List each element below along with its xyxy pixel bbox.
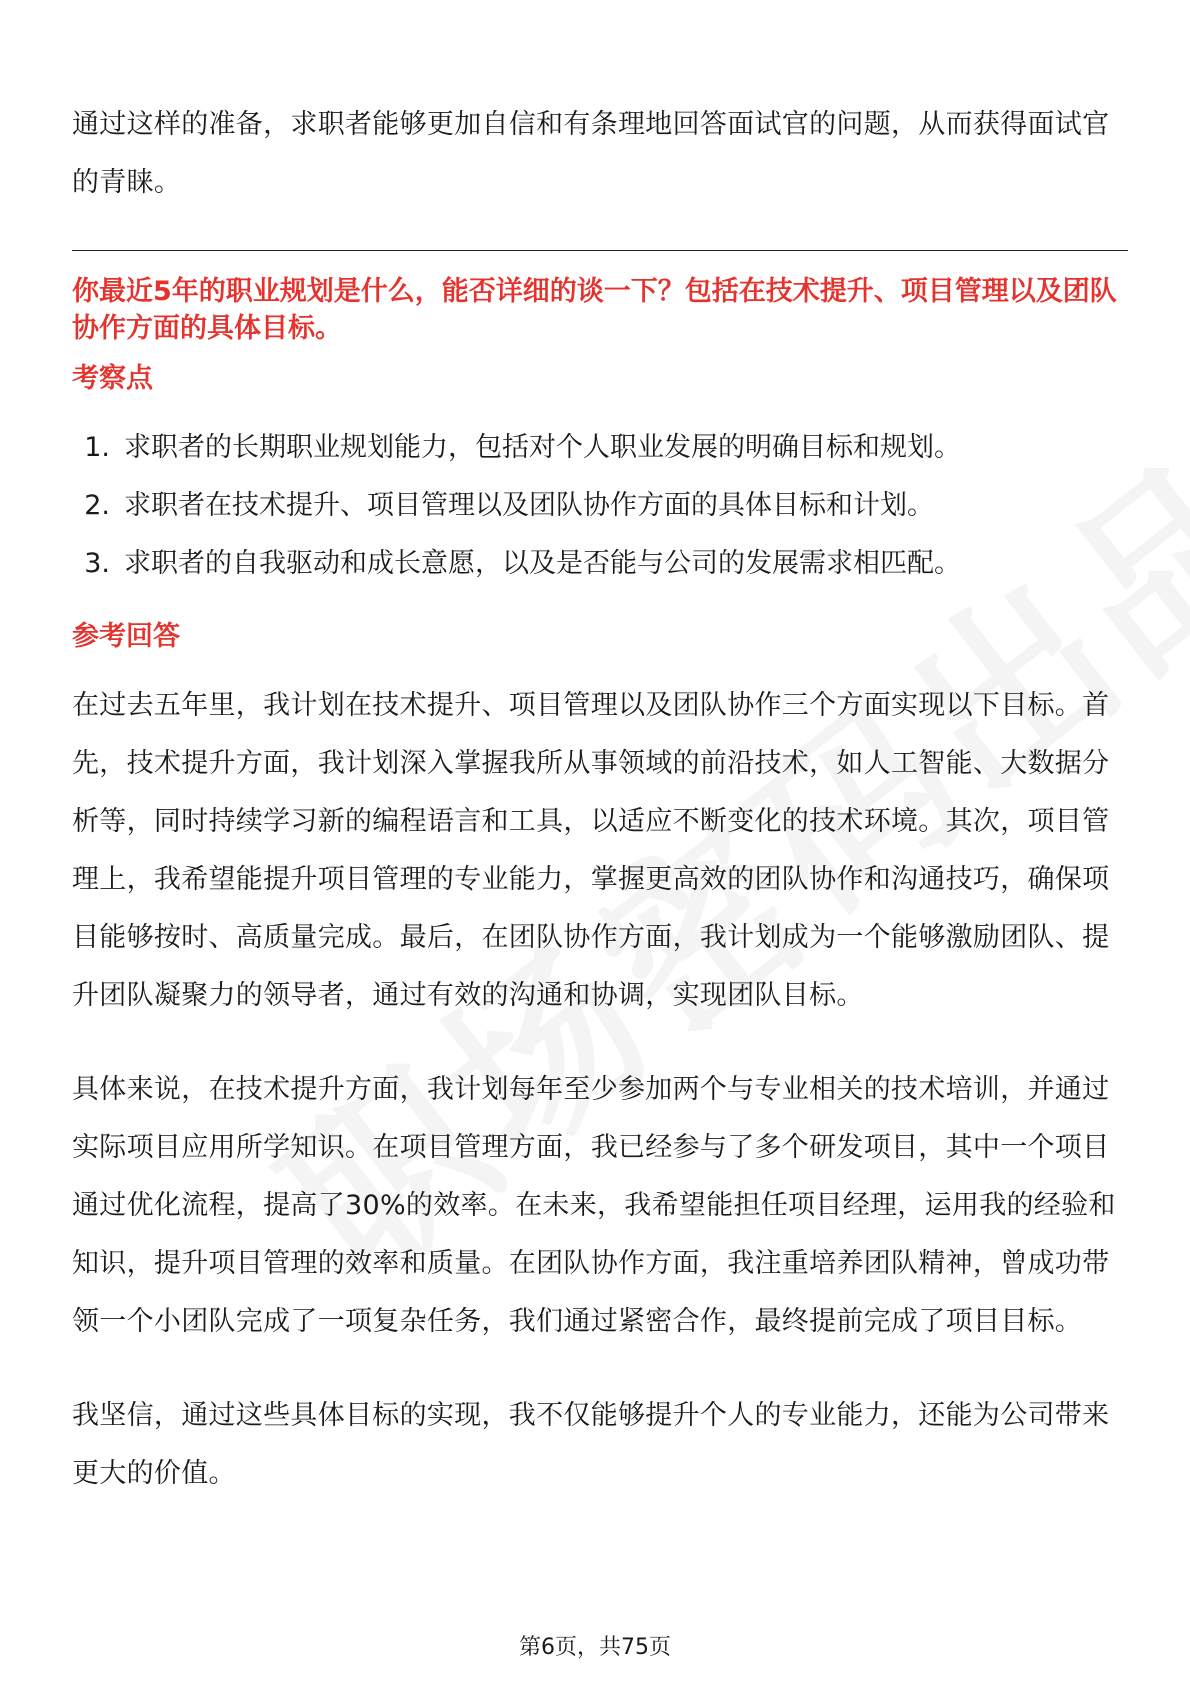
assessment-list	[72, 419, 1128, 593]
question-heading: 你最近5年的职业规划是什么，能否详细的谈一下？包括在技术提升、项目管理以及团队协作方面的具体目标。	[72, 276, 1117, 344]
list-item-number: 2.	[84, 490, 110, 521]
section-divider	[72, 250, 1128, 251]
page-number-footer: 第6页，共75页	[519, 1635, 671, 1660]
answer-paragraph: 在过去五年里，我计划在技术提升、项目管理以及团队协作三个方面实现以下目标。首先，技术提升方面，我计划深入掌握我所从事领域的前沿技术，如人工智能、大数据分析等，同时持续学习新的编程语言和工具，以适应不断变化的技术环境。其次，项目管理上，我希望能提升项目管理的专业能力，掌握更高效的团队协作和沟通技巧，确保项目能够按时、高质量完成。最后，在团队协作方面，我计划成为一个能够激励团队、提升团队凝聚力的领导者，通过有效的沟通和协调，实现团队目标。	[72, 690, 1110, 1011]
list-item-number: 1.	[84, 432, 110, 463]
answer-title: 参考回答	[72, 621, 180, 652]
answer-paragraph: 具体来说，在技术提升方面，我计划每年至少参加两个与专业相关的技术培训，并通过实际项目应用所学知识。在项目管理方面，我已经参与了多个研发项目，其中一个项目通过优化流程，提高了30%的效率。在未来，我希望能担任项目经理，运用我的经验和知识，提升项目管理的效率和质量。在团队协作方面，我注重培养团队精神，曾成功带领一个小团队完成了一项复杂任务，我们通过紧密合作，最终提前完成了项目目标。	[72, 1074, 1116, 1337]
page-content	[72, 96, 1128, 1503]
list-item-text: 求职者的长期职业规划能力，包括对个人职业发展的明确目标和规划。	[124, 432, 961, 463]
answer-paragraph: 我坚信，通过这些具体目标的实现，我不仅能够提升个人的专业能力，还能为公司带来更大的价值。	[72, 1400, 1110, 1489]
list-item	[72, 419, 1128, 477]
list-item	[72, 477, 1128, 535]
assessment-title: 考察点	[72, 363, 153, 394]
list-item-text: 求职者的自我驱动和成长意愿，以及是否能与公司的发展需求相匹配。	[124, 548, 961, 579]
list-item-text: 求职者在技术提升、项目管理以及团队协作方面的具体目标和计划。	[124, 490, 934, 521]
list-item-number: 3.	[84, 548, 110, 579]
intro-paragraph: 通过这样的准备，求职者能够更加自信和有条理地回答面试官的问题，从而获得面试官的青睐。	[72, 109, 1110, 198]
list-item	[72, 535, 1128, 593]
